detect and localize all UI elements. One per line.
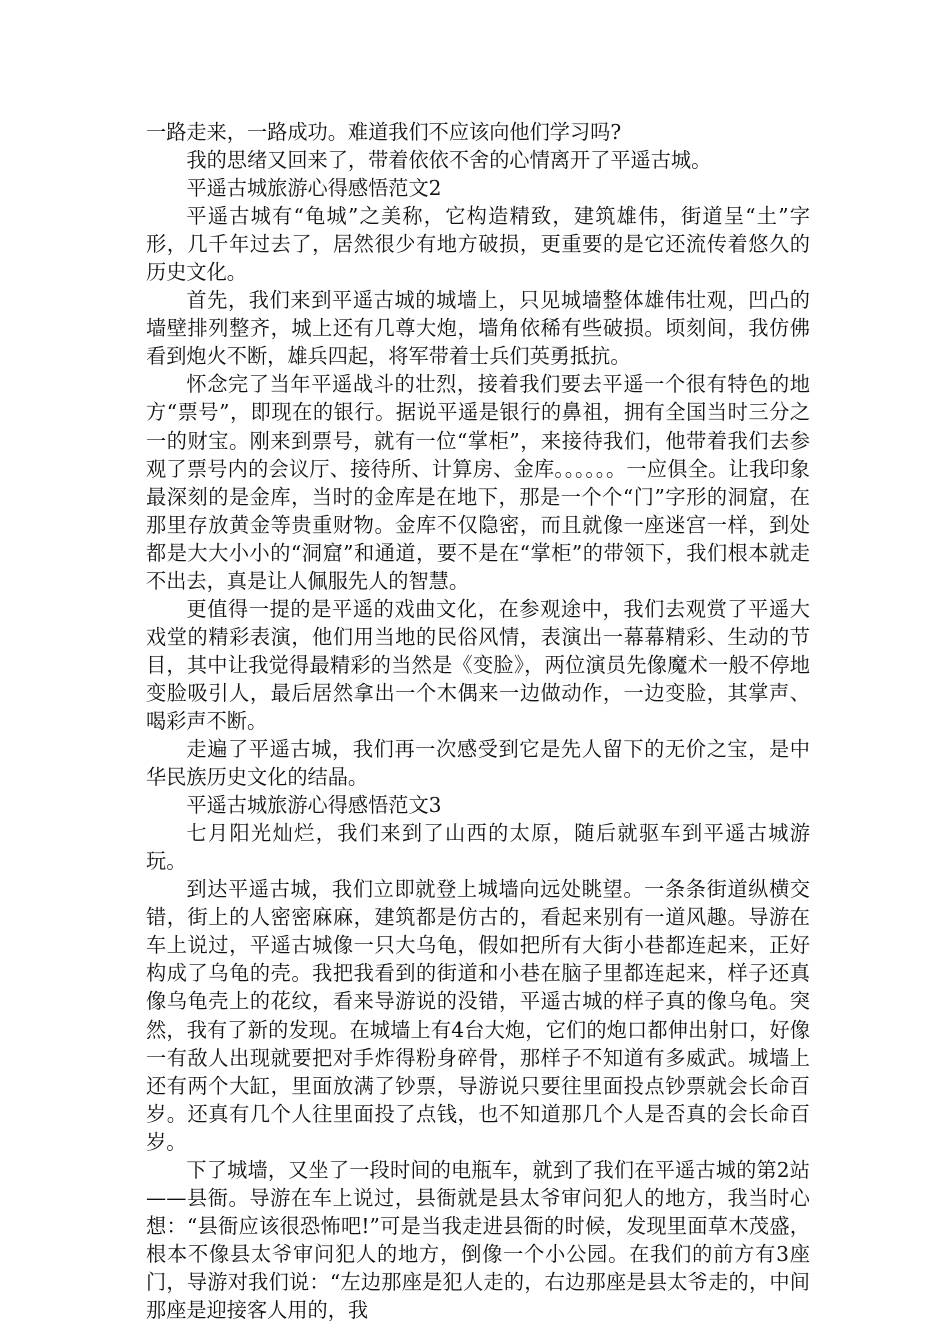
paragraph-7: 走遍了平遥古城，我们再一次感受到它是先人留下的无价之宝，是中华民族历史文化的结晶。 bbox=[146, 737, 810, 790]
paragraph-6: 更值得一提的是平遥的戏曲文化，在参观途中，我们去观赏了平遥大戏堂的精彩表演，他们用当地的民俗风情，表演出一幕幕精彩、生动的节目，其中让我觉得最精彩的当然是《变脸》，两位演员先像魔术一般不停地变脸吸引人，最后居然拿出一个木偶来一边做动作，一边变脸，其掌声、喝彩声不断。 bbox=[146, 596, 810, 733]
paragraph-4: 首先，我们来到平遥古城的城墙上，只见城墙整体雄伟壮观，凹凸的墙壁排列整齐，城上还有几尊大炮，墙角依稀有些破损。顷刻间，我仿佛看到炮火不断，雄兵四起，将军带着士兵们英勇抵抗。 bbox=[146, 288, 810, 369]
section-heading-2: 平遥古城旅游心得感悟范文2 bbox=[186, 176, 442, 201]
paragraph-8: 七月阳光灿烂，我们来到了山西的太原，随后就驱车到平遥古城游玩。 bbox=[146, 821, 810, 874]
paragraph-1: 一路走来，一路成功。难道我们不应该向他们学习吗? bbox=[146, 120, 622, 144]
section-heading-3: 平遥古城旅游心得感悟范文3 bbox=[186, 793, 442, 818]
paragraph-9: 到达平遥古城，我们立即就登上城墙向远处眺望。一条条街道纵横交错，街上的人密密麻麻，建筑都是仿古的，看起来别有一道风趣。导游在车上说过，平遥古城像一只大乌龟，假如把所有大街小巷都连起来，正好构成了乌龟的壳。我把我看到的街道和小巷在脑子里都连起来，样子还真像乌龟壳上的花纹，看来导游说的没错，平遥古城的样子真的像乌龟。突然，我有了新的发现。在城墙上有4台大炮，它们的炮口都伸出射口，好像一有敌人出现就要把对手炸得粉身碎骨，那样子不知道有多威武。城墙上还有两个大缸，里面放满了钞票，导游说只要往里面投点钞票就会长命百岁。还真有几个人往里面投了点钱，也不知道那几个人是否真的会长命百岁。 bbox=[146, 877, 810, 1154]
paragraph-3: 平遥古城有“龟城”之美称，它构造精致，建筑雄伟，街道呈“土”字形，几千年过去了，居然很少有地方破损，更重要的是它还流传着悠久的历史文化。 bbox=[146, 204, 810, 285]
document-page bbox=[146, 118, 810, 1324]
paragraph-10: 下了城墙，又坐了一段时间的电瓶车，就到了我们在平遥古城的第2站——县衙。导游在车上说过，县衙就是县太爷审问犯人的地方，我当时心想：“县衙应该很恐怖吧!”可是当我走进县衙的时候，发现里面草木茂盛，根本不像县太爷审问犯人的地方，倒像一个小公园。在我们的前方有3座门，导游对我们说：“左边那座是犯人走的，右边那座是县太爷走的，中间那座是迎接客人用的，我 bbox=[146, 1157, 810, 1322]
paragraph-2: 我的思绪又回来了，带着依依不舍的心情离开了平遥古城。 bbox=[186, 148, 712, 173]
paragraph-5: 怀念完了当年平遥战斗的壮烈，接着我们要去平遥一个很有特色的地方“票号”，即现在的银行。据说平遥是银行的鼻祖，拥有全国当时三分之一的财宝。刚来到票号，就有一位“掌柜”，来接待我们，他带着我们去参观了票号内的会议厅、接待所、计算房、金库。。。。。。一应俱全。让我印象最深刻的是金库，当时的金库是在地下，那是一个个“门”字形的洞窟，在那里存放黄金等贵重财物。金库不仅隐密，而且就像一座迷宫一样，到处都是大大小小的“洞窟”和通道，要不是在“掌柜”的带领下，我们根本就走不出去，真是让人佩服先人的智慧。 bbox=[146, 372, 810, 593]
